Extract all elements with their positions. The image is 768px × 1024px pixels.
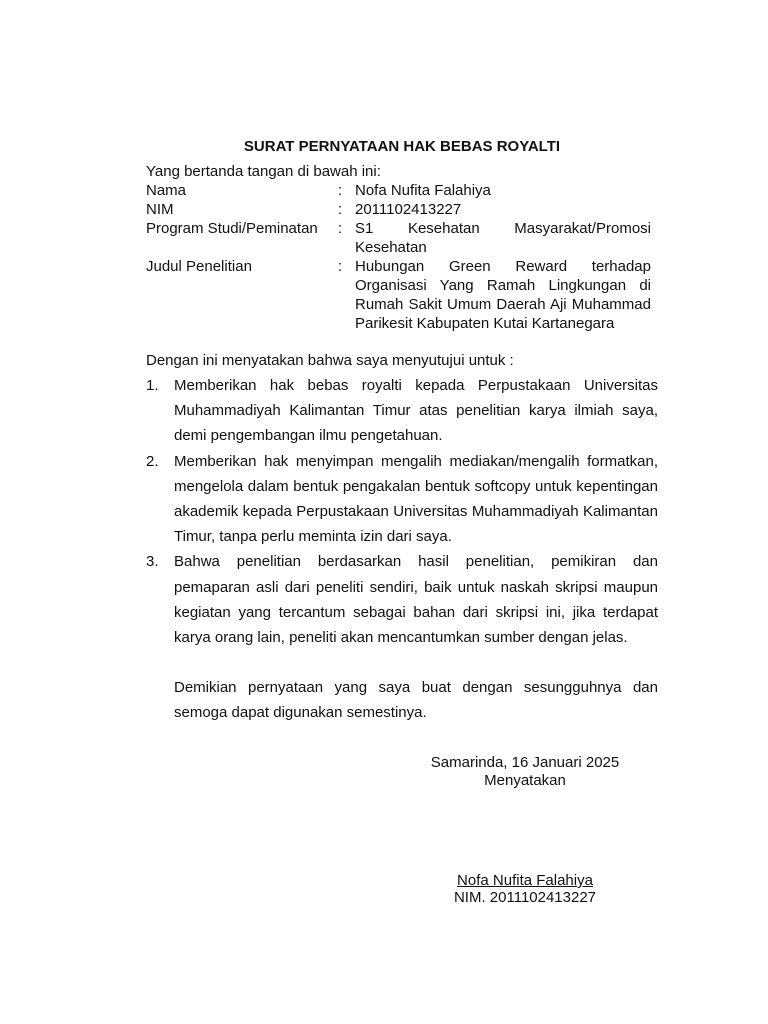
list-item	[146, 449, 658, 550]
list-item-text: Bahwa penelitian berdasarkan hasil penelitian, pemikiran dan pemaparan asli dari peneliti sendiri, baik untuk naskah skripsi maupun kegiatan yang tercantum sebagai bahan dari skripsi ini, jika terdapat karya orang lain, peneliti akan mencantumkan sumber dengan jelas.	[174, 553, 658, 647]
closing-paragraph: Demikian pernyataan yang saya buat dengan sesungguhnya dan semoga dapat digunakan semestinya.	[174, 679, 658, 722]
field-label: Judul Penelitian	[146, 258, 252, 275]
document-title: SURAT PERNYATAAN HAK BEBAS ROYALTI	[243, 138, 561, 155]
list-item-number: 2.	[146, 452, 159, 470]
field-value: Hubungan Green Reward terhadap Organisasi Yang Ramah Lingkungan di Rumah Sakit Umum Daerah Aji Muhammad Parikesit Kabupaten Kutai Kartanegara	[355, 258, 651, 332]
field-colon: :	[338, 258, 343, 275]
list-item-number: 3.	[146, 553, 159, 571]
agreement-list	[146, 373, 658, 650]
signature-name-text: Nofa Nufita Falahiya	[457, 872, 593, 889]
signature-statement: Menyatakan	[484, 772, 566, 789]
list-item	[146, 373, 658, 449]
field-label: Program Studi/Peminatan	[146, 220, 318, 237]
signature-name	[410, 872, 640, 890]
field-label: Nama	[146, 182, 187, 199]
field-colon: :	[338, 220, 343, 237]
list-item-number: 1.	[146, 377, 159, 394]
list-item-text: Memberikan hak menyimpan mengalih mediakan/mengalih formatkan, mengelola dalam bentuk pengakalan bentuk softcopy untuk kepentingan akademik kepada Perpustakaan Universitas Muhammadiyah Kalimantan Timur, tanpa perlu meminta izin dari saya.	[174, 452, 658, 546]
intro-text: Yang bertanda tangan di bawah ini:	[146, 163, 381, 180]
agreement-intro: Dengan ini menyatakan bahwa saya menyutujui untuk :	[146, 352, 514, 369]
field-value: S1 Kesehatan Masyarakat/Promosi Kesehatan	[355, 220, 651, 256]
field-colon: :	[338, 201, 343, 218]
field-value: 2011102413227	[355, 201, 462, 218]
signature-place-date: Samarinda, 16 Januari 2025	[430, 754, 620, 771]
field-colon: :	[338, 182, 343, 199]
field-label: NIM	[146, 201, 174, 218]
list-item	[146, 549, 658, 650]
field-value: Nofa Nufita Falahiya	[355, 182, 491, 199]
signature-nim: NIM. 2011102413227	[453, 889, 597, 906]
list-item-text: Memberikan hak bebas royalti kepada Perpustakaan Universitas Muhammadiyah Kalimantan Timur atas penelitian karya ilmiah saya, demi pengembangan ilmu pengetahuan.	[174, 377, 658, 445]
